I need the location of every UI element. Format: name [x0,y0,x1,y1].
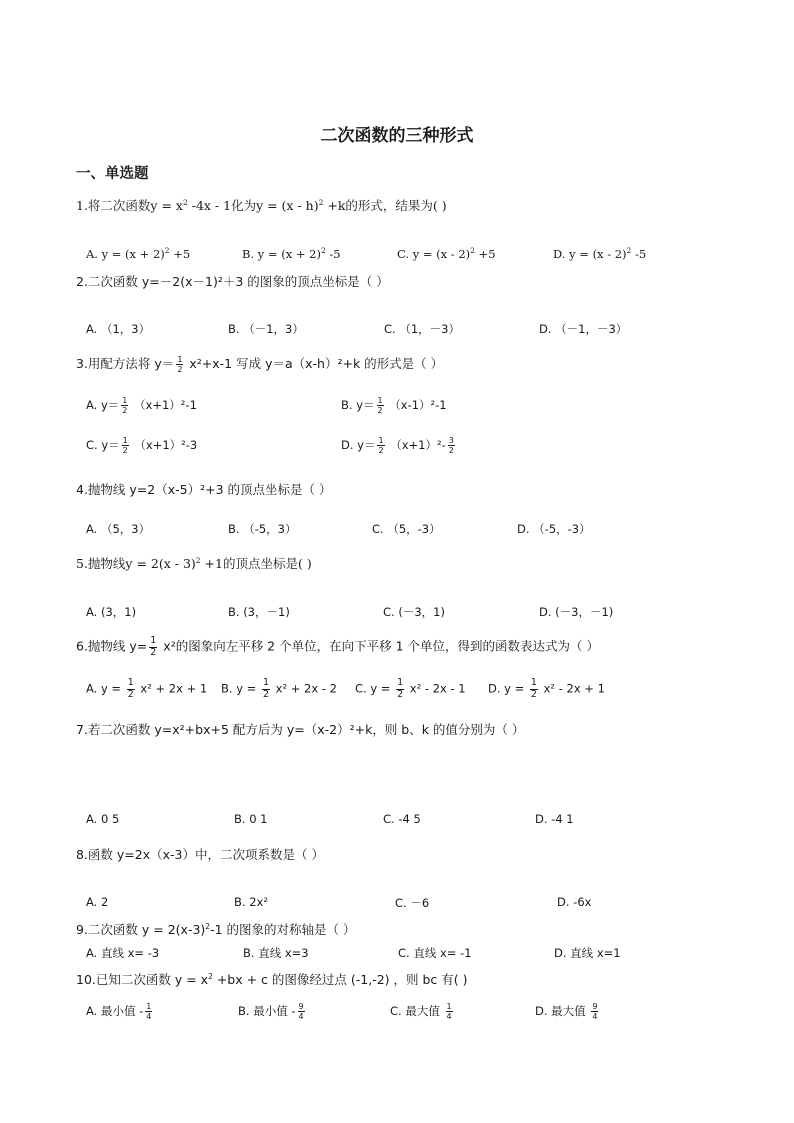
q2-option-c[interactable]: C. （1，－3） [384,322,460,336]
q9-option-d[interactable]: D. 直线 x=1 [554,946,621,960]
q3-option-d[interactable]: D. y＝ $\frac{1}{2}$ （x+1）²- $\frac{3}{2}$ [341,436,454,455]
fraction: $\frac{1}{4}$ [146,1002,152,1021]
q2-option-b[interactable]: B. （－1，3） [228,322,304,336]
question-8: 8.函数 y=2x（x-3）中，二次项系数是（ ） [76,847,324,862]
q5-option-a[interactable]: A. (3，1) [86,605,137,619]
q3-option-b[interactable]: B. y＝ $\frac{1}{2}$ （x-1）²-1 [341,396,447,415]
q4-option-c[interactable]: C. （5，-3） [372,522,441,536]
q10-option-a[interactable]: A. 最小值 - $\frac{1}{4}$ [86,1002,152,1021]
q6-option-d[interactable]: D. y = $\frac{1}{2}$ x² - 2x + 1 [488,677,605,700]
q6-option-c[interactable]: C. y = $\frac{1}{2}$ x² - 2x - 1 [355,677,466,700]
page-title: 二次函数的三种形式 [320,126,474,146]
fraction: $\frac{1}{2}$ [150,635,157,658]
question-9: 9.二次函数 $y = 2(x-3)^2-1$ 的图象的对称轴是（ ） [76,922,356,937]
q7-option-a[interactable]: A. 0 5 [86,812,120,826]
question-10: 10.已知二次函数 $y = x^2 +bx + c$ 的图像经过点 (-1,-2) ，则 bc 有( ) [76,972,468,987]
fraction: $\frac{9}{4}$ [592,1002,598,1021]
q9-option-c[interactable]: C. 直线 x= -1 [398,946,472,960]
q2-option-a[interactable]: A. （1，3） [86,322,151,336]
q8-option-c[interactable]: C. －6 [395,896,430,910]
q6-option-a[interactable]: A. y = $\frac{1}{2}$ x² + 2x + 1 [86,677,208,700]
q3-option-a[interactable]: A. y＝ $\frac{1}{2}$ （x+1）²-1 [86,396,197,415]
fraction: $\frac{1}{2}$ [377,396,383,415]
fraction: $\frac{1}{4}$ [446,1002,452,1021]
fraction: $\frac{1}{2}$ [122,436,128,455]
q7-option-b[interactable]: B. 0 1 [234,812,268,826]
q7-option-c[interactable]: C. -4 5 [383,812,421,826]
q8-option-d[interactable]: D. -6x [557,895,592,909]
q1-option-b[interactable]: B. $y = (x + 2)^2$ -5 [242,246,341,261]
question-4: 4.抛物线 y=2（x-5）²+3 的顶点坐标是（ ） [76,482,332,497]
q8-option-b[interactable]: B. 2x² [234,895,268,909]
q2-option-d[interactable]: D. （－1，－3） [539,322,628,336]
q3-option-c[interactable]: C. y＝ $\frac{1}{2}$ （x+1）²-3 [86,436,198,455]
q6-option-b[interactable]: B. y = $\frac{1}{2}$ x² + 2x - 2 [221,677,337,700]
q7-option-d[interactable]: D. -4 1 [535,812,574,826]
fraction: $\frac{1}{2}$ [397,677,404,700]
fraction: $\frac{9}{4}$ [298,1002,304,1021]
q10-option-c[interactable]: C. 最大值 $\frac{1}{4}$ [390,1002,452,1021]
question-2: 2.二次函数 y=－2(x－1)²＋3 的图象的顶点坐标是（ ） [76,274,389,289]
fraction: $\frac{3}{2}$ [448,436,454,455]
q4-option-b[interactable]: B. （-5，3） [228,522,297,536]
question-3: 3.用配方法将 y＝ $\frac{1}{2}$ x²+x-1 写成 y＝a（x-h）²+k 的形式是（ ） [76,355,444,374]
fraction: $\frac{1}{2}$ [262,677,269,700]
question-1: 1.将二次函数$y = x^2$ -4x - 1化为y = (x - h)$^2$ +k的形式，结果为( ) [76,198,447,213]
q10-option-b[interactable]: B. 最小值 - $\frac{9}{4}$ [238,1002,304,1021]
fraction: $\frac{1}{2}$ [530,677,537,700]
fraction: $\frac{1}{2}$ [122,396,128,415]
q4-option-d[interactable]: D. （-5，-3） [517,522,591,536]
fraction: $\frac{1}{2}$ [177,355,183,374]
q9-option-a[interactable]: A. 直线 x= -3 [86,946,160,960]
q1-option-a[interactable]: A. $y = (x + 2)^2 +5$ [86,246,191,261]
fraction: $\frac{1}{2}$ [378,436,384,455]
q4-option-a[interactable]: A. （5，3） [86,522,151,536]
section-heading: 一、单选题 [76,166,149,182]
q8-option-a[interactable]: A. 2 [86,895,109,909]
q1-option-d[interactable]: D. y = (x - 2)$^2$ -5 [553,246,647,261]
q1-option-c[interactable]: C. y = (x - 2)$^2$ +5 [397,246,496,261]
q5-option-c[interactable]: C. (－3，1) [383,605,445,619]
q9-option-b[interactable]: B. 直线 x=3 [243,946,309,960]
q5-option-b[interactable]: B. (3，－1) [228,605,290,619]
q10-option-d[interactable]: D. 最大值 $\frac{9}{4}$ [535,1002,598,1021]
q5-option-d[interactable]: D. (－3，－1) [539,605,614,619]
question-6: 6.抛物线 y= $\frac{1}{2}$ x²的图象向左平移 2 个单位，在向下平移 1 个单位，得到的函数表达式为（ ） [76,635,599,658]
question-7: 7.若二次函数 y=x²+bx+5 配方后为 y=（x-2）²+k，则 b、k 的值分别为（ ） [76,722,525,737]
fraction: $\frac{1}{2}$ [127,677,134,700]
question-5: 5.抛物线y = 2(x - 3)$^2$ +1的顶点坐标是( ) [76,556,312,571]
